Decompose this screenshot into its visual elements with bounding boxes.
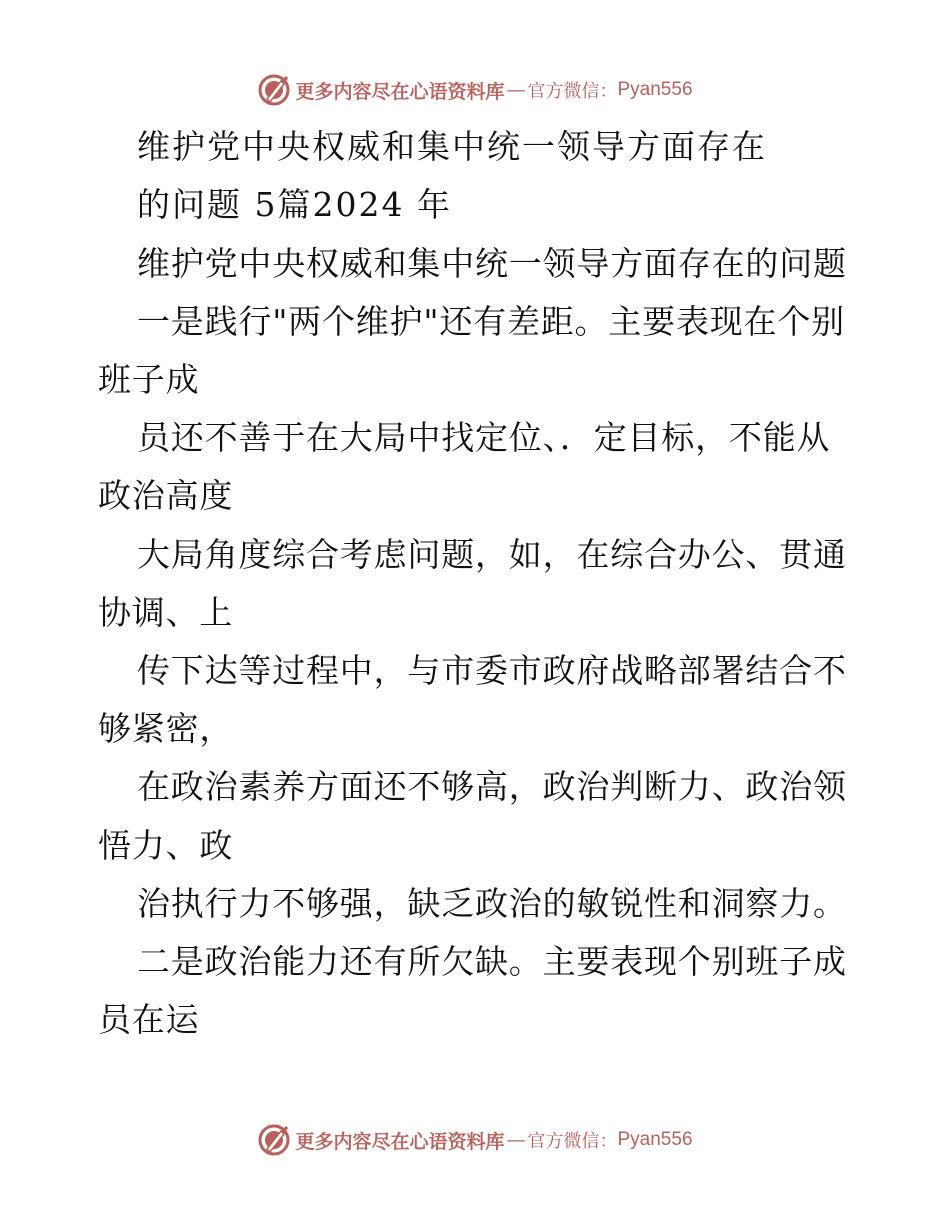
doc-line: 政治高度 (98, 476, 234, 515)
doc-line: 在政治素养方面还不够高，政治判断力、政治领 (137, 767, 847, 806)
footer-banner (0, 1120, 950, 1160)
doc-line: 维护党中央权威和集中统一领导方面存在的问题 (137, 244, 847, 283)
doc-line: 员在运 (98, 1000, 200, 1039)
doc-line: 员还不善于在大局中找定位、．定目标，不能从 (137, 418, 831, 457)
doc-line: 治执行力不够强，缺乏政治的敏锐性和洞察力。 (137, 884, 847, 923)
pen-logo-icon (257, 1123, 291, 1157)
doc-line: 班子成 (98, 360, 200, 399)
doc-line: 二是政治能力还有所欠缺。主要表现个别班子成 (137, 942, 847, 981)
doc-line: 够紧密， (98, 709, 234, 748)
doc-line: 传下达等过程中，与市委市政府战略部署结合不 (137, 651, 847, 690)
doc-line: 一是践行"两个维护"还有差距。主要表现在个别 (137, 302, 845, 341)
header-banner (0, 70, 950, 110)
doc-line: 协调、上 (98, 593, 234, 632)
banner-official-label: 官方微信： (527, 81, 618, 102)
banner-official-label: 官方微信： (527, 1131, 618, 1152)
doc-title-line-1: 维护党中央权威和集中统一领导方面存在 (137, 127, 767, 166)
banner-wechat-id: Pyan556 (617, 79, 693, 100)
banner-dash: — (506, 1129, 526, 1151)
banner-text: 更多内容尽在心语资料库 (295, 80, 505, 103)
pen-logo-icon (257, 73, 291, 107)
banner-text: 更多内容尽在心语资料库 (295, 1130, 505, 1153)
banner-dash: — (506, 79, 526, 101)
doc-line: 大局角度综合考虑问题，如，在综合办公、贯通 (137, 535, 847, 574)
doc-line: 悟力、政 (98, 826, 234, 865)
doc-title-line-2: 的问题 5篇2024 年 (137, 185, 452, 224)
banner-wechat-id: Pyan556 (617, 1129, 693, 1150)
